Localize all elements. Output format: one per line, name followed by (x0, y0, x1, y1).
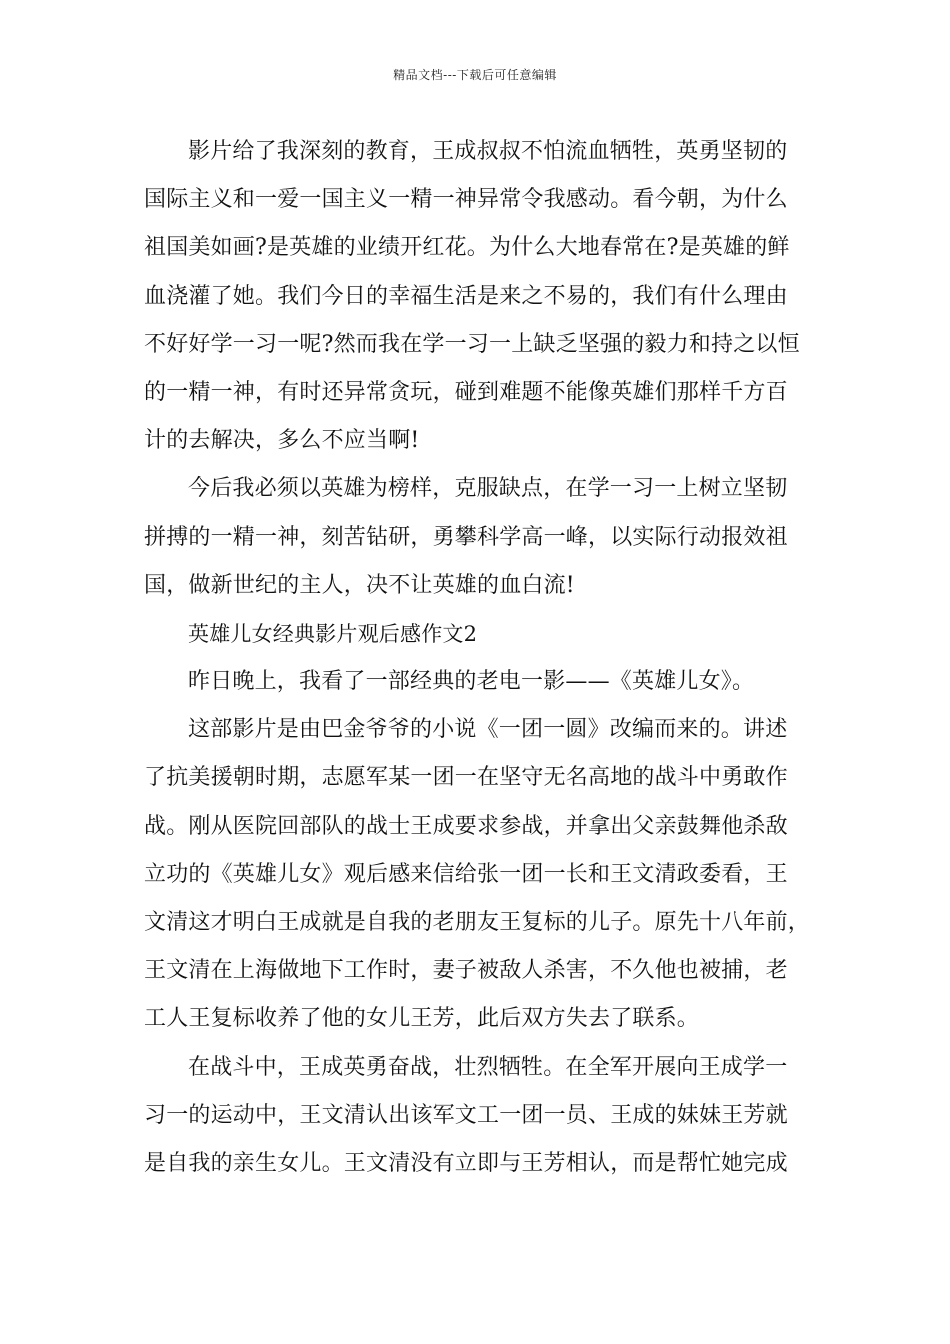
text-line: 计的去解决，多么不应当啊! (144, 428, 420, 454)
text-line: 工人王复标收养了他的女儿王芳，此后双方失去了联系。 (144, 1006, 700, 1032)
text-line: 今后我必须以英雄为榜样，克服缺点，在学一习一上树立坚韧 (188, 476, 788, 502)
text-line: 不好好学一习一呢?然而我在学一习一上缺乏坚强的毅力和持之以恒 (144, 331, 800, 357)
section-title: 英雄儿女经典影片观后感作文2 (188, 621, 478, 646)
text-line: 国，做新世纪的主人，决不让英雄的血白流! (144, 572, 575, 598)
text-line: 在战斗中，王成英勇奋战，壮烈牺牲。在全军开展向王成学一 (188, 1054, 788, 1080)
text-line: 了抗美援朝时期，志愿军某一团一在坚守无名高地的战斗中勇敢作 (144, 765, 788, 791)
text-line: 的一精一神，有时还异常贪玩，碰到难题不能像英雄们那样千方百 (144, 379, 788, 405)
text-line: 昨日晚上，我看了一部经典的老电一影——《英雄儿女》。 (188, 669, 755, 695)
text-line: 祖国美如画?是英雄的业绩开红花。为什么大地春常在?是英雄的鲜 (144, 235, 790, 261)
text-line: 立功的《英雄儿女》观后感来信给张一团一长和王文清政委看，王 (144, 861, 788, 887)
document-body (144, 128, 834, 1188)
text-line: 习一的运动中，王文清认出该军文工一团一员、王成的妹妹王芳就 (144, 1102, 788, 1128)
page-header: 精品文档---下载后可任意编辑 (393, 68, 557, 82)
text-line: 影片给了我深刻的教育，王成叔叔不怕流血牺牲，英勇坚韧的 (188, 139, 788, 164)
text-line: 这部影片是由巴金爷爷的小说《一团一圆》改编而来的。讲述 (188, 717, 788, 743)
text-line: 血浇灌了她。我们今日的幸福生活是来之不易的，我们有什么理由 (144, 283, 788, 309)
text-line: 文清这才明白王成就是自我的老朋友王复标的儿子。原先十八年前， (144, 910, 811, 935)
text-line: 王文清在上海做地下工作时，妻子被敌人杀害，不久他也被捕，老 (144, 958, 788, 984)
text-line: 是自我的亲生女儿。王文清没有立即与王芳相认，而是帮忙她完成 (144, 1150, 788, 1176)
text-line: 拼搏的一精一神，刻苦钻研，勇攀科学高一峰，以实际行动报效祖 (144, 524, 788, 550)
text-line: 战。刚从医院回部队的战士王成要求参战，并拿出父亲鼓舞他杀敌 (144, 813, 788, 839)
text-line: 国际主义和一爱一国主义一精一神异常令我感动。看今朝，为什么 (144, 187, 788, 213)
